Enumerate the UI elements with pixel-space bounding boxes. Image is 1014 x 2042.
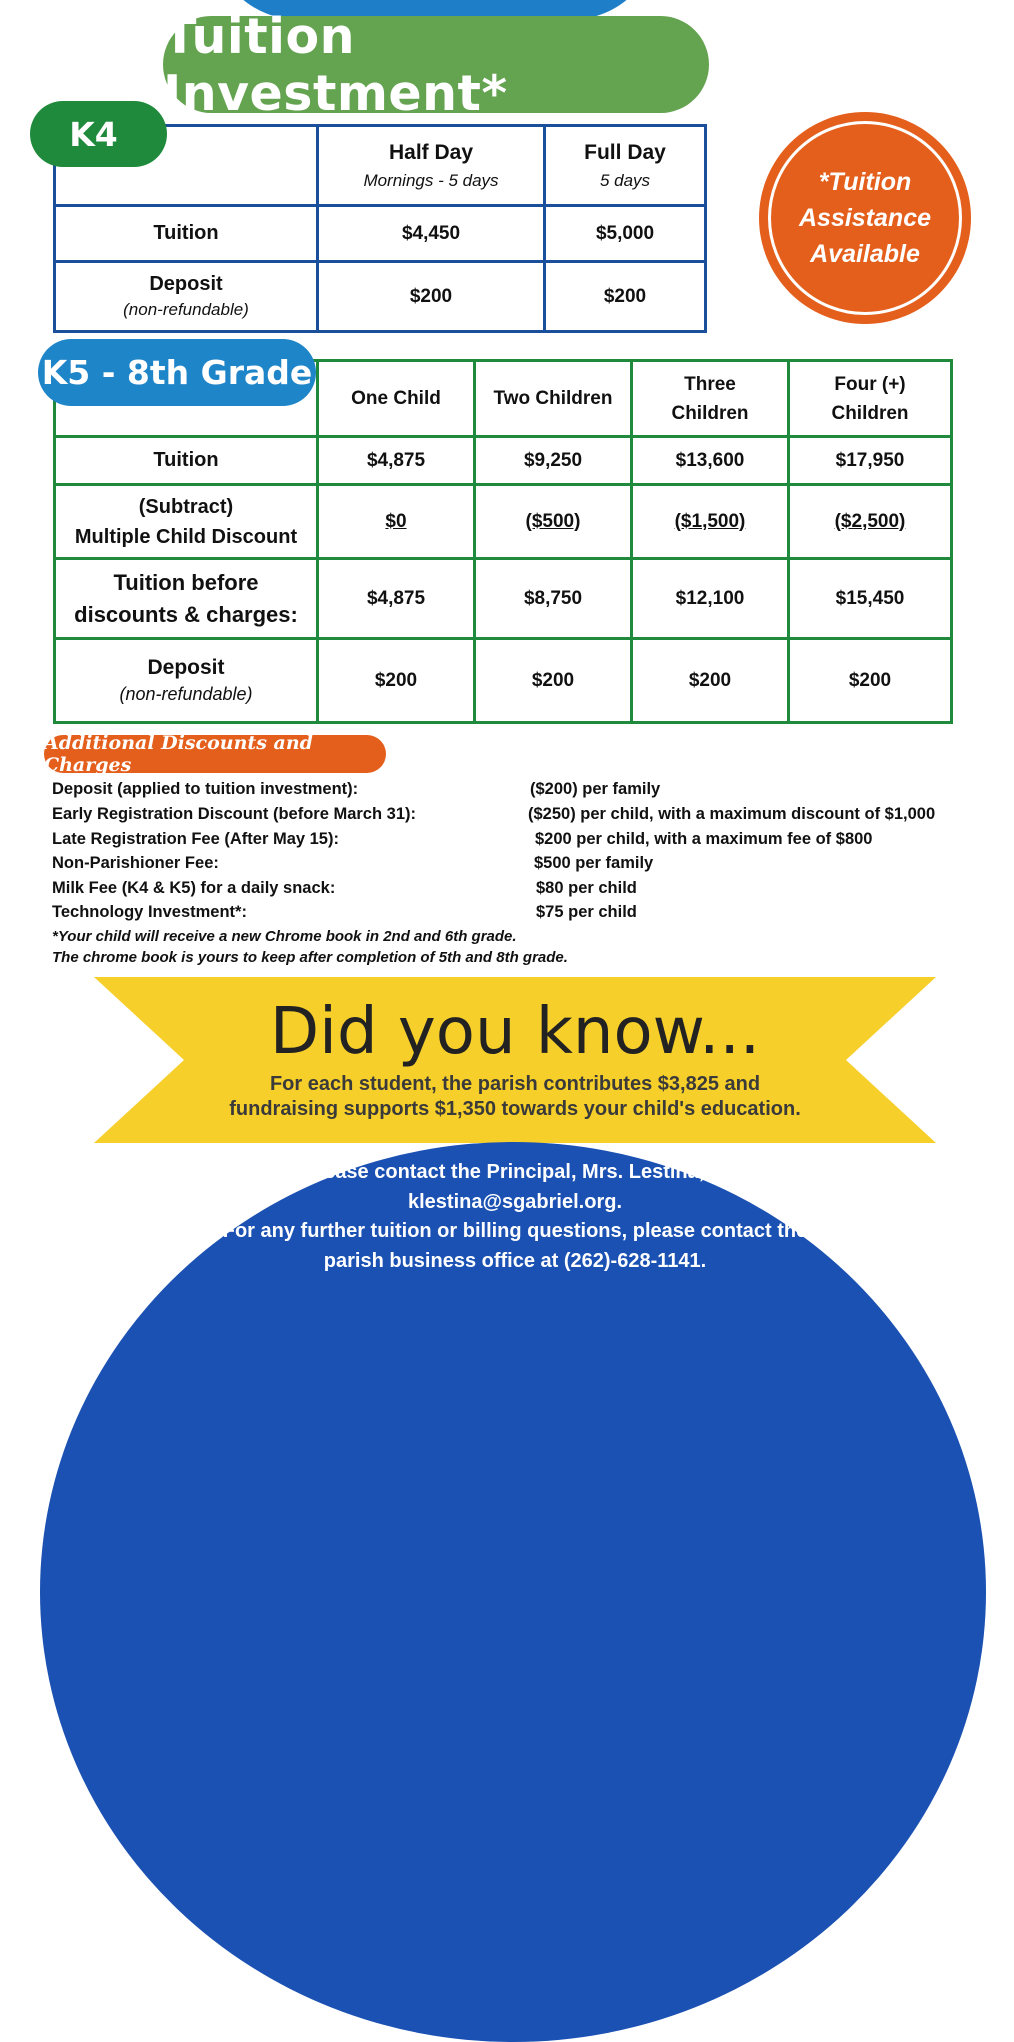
principal-email: klestina@sgabriel.org.: [407, 1190, 622, 1213]
k4-col-full-day: Full Day 5 days: [545, 126, 706, 206]
fee-label: Non-Parishioner Fee:: [52, 854, 219, 872]
k5-col-one-child: One Child: [318, 361, 475, 437]
k5-8th-grade-tag: [38, 339, 316, 406]
table-cell: $9,250: [475, 437, 632, 485]
table-cell: $15,450: [789, 559, 952, 639]
fee-label: Milk Fee (K4 & K5) for a daily snack:: [52, 879, 336, 897]
fee-value: $500 per family: [534, 854, 654, 872]
k4-tag-label: K4: [69, 114, 118, 154]
k5-discount-row: [55, 485, 952, 559]
table-cell: $17,950: [789, 437, 952, 485]
table-cell: $4,450: [318, 206, 545, 262]
row-label: (Subtract) Multiple Child Discount: [55, 485, 318, 559]
table-cell: $5,000: [545, 206, 706, 262]
table-cell: $0: [318, 485, 475, 559]
table-cell: $8,750: [475, 559, 632, 639]
business-office-phone: parish business office at (262)-628-1141.: [323, 1249, 707, 1272]
k4-col-half-day: Half Day Mornings - 5 days: [318, 126, 545, 206]
k5-deposit-row: [55, 639, 952, 723]
table-cell: $200: [789, 639, 952, 723]
table-cell: $200: [318, 639, 475, 723]
page-title: Tuition Investment*: [163, 7, 508, 122]
row-label: Tuition before discounts & charges:: [55, 559, 318, 639]
row-label: Tuition: [55, 206, 318, 262]
row-label: Tuition: [55, 437, 318, 485]
table-cell: $4,875: [318, 437, 475, 485]
chromebook-note: The chrome book is yours to keep after completion of 5th and 8th grade.: [52, 949, 568, 966]
k5-col-three-children: Three Children: [632, 361, 789, 437]
table-cell: $200: [475, 639, 632, 723]
table-cell: $200: [545, 262, 706, 332]
fee-value: ($250) per child, with a maximum discount of $1,000: [528, 805, 936, 823]
table-cell: $13,600: [632, 437, 789, 485]
fee-label: Technology Investment*:: [52, 903, 247, 921]
k4-deposit-row: [55, 262, 706, 332]
k5-tag-label: K5 - 8th Grade: [41, 353, 313, 392]
fee-label: Early Registration Discount (before March 31):: [52, 805, 416, 823]
fee-value: $75 per child: [536, 903, 637, 921]
table-cell: ($2,500): [789, 485, 952, 559]
badge-text-wrap: [759, 112, 971, 324]
fee-value: ($200) per family: [530, 780, 661, 798]
fee-value: $200 per child, with a maximum fee of $800: [535, 830, 873, 848]
k4-tuition-row: [55, 206, 706, 262]
chromebook-note: *Your child will receive a new Chrome book in 2nd and 6th grade.: [52, 928, 517, 945]
did-you-know-heading: Did you know...: [269, 995, 761, 1069]
table-cell: $200: [318, 262, 545, 332]
fee-label: Late Registration Fee (After May 15):: [52, 830, 339, 848]
k5-col-four-children: Four (+) Children: [789, 361, 952, 437]
k5-tuition-row: [55, 437, 952, 485]
row-label: Deposit (non-refundable): [55, 262, 318, 332]
k5-tuition-table: [53, 359, 953, 724]
k5-subtotal-row: [55, 559, 952, 639]
page-title-banner: [163, 7, 709, 122]
contact-text: To register, please contact the Principal, Mrs. Lestina, for the link at klestina@sgabriel.org. For any further tuition or billing questions, please contact the parish business office at (262)-628-1141.: [194, 1161, 836, 1272]
row-label: Deposit (non-refundable): [55, 639, 318, 723]
did-you-know-text: For each student, the parish contributes $3,825 and fundraising supports $1,350 towards your child's education.: [229, 1073, 801, 1120]
tuition-assistance-text: *Tuition Assistance Available: [798, 168, 932, 268]
k4-tag: [30, 101, 167, 167]
table-cell: $4,875: [318, 559, 475, 639]
table-cell: ($500): [475, 485, 632, 559]
fee-label: Deposit (applied to tuition investment):: [52, 780, 359, 798]
fee-value: $80 per child: [536, 879, 637, 897]
additional-discounts-heading: [44, 732, 386, 776]
table-cell: $12,100: [632, 559, 789, 639]
k5-col-two-children: Two Children: [475, 361, 632, 437]
additional-discounts-title: Additional Discounts and Charges: [44, 732, 313, 776]
table-cell: $200: [632, 639, 789, 723]
table-cell: ($1,500): [632, 485, 789, 559]
contact-panel: [40, 1142, 986, 2042]
